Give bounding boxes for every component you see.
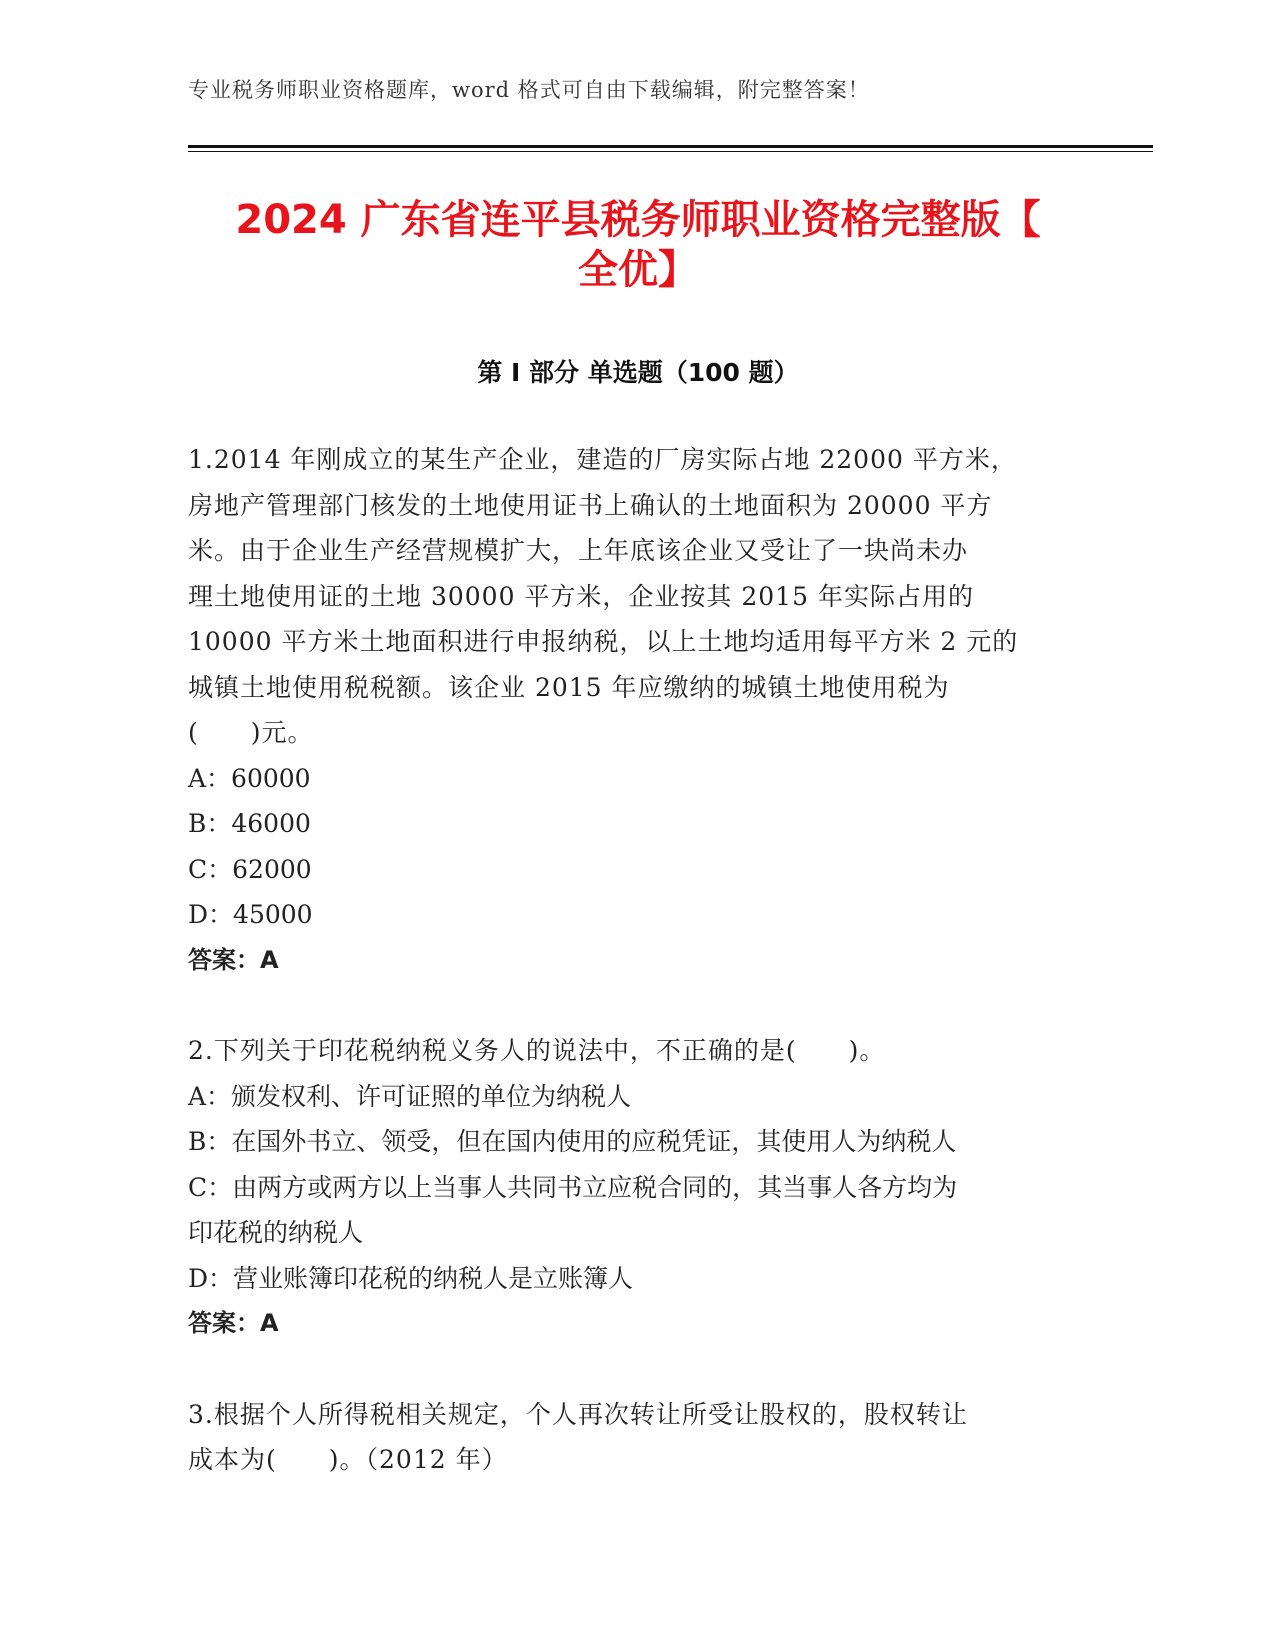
header-note: 专业税务师职业资格题库，word 格式可自由下载编辑，附完整答案！ xyxy=(188,78,870,102)
document-title xyxy=(188,195,1088,295)
question-3 xyxy=(188,1392,1088,1483)
question-2-option-c: C：由两方或两方以上当事人共同书立应税合同的，其当事人各方均为 xyxy=(188,1172,958,1202)
question-2-option-a: A：颁发权利、许可证照的单位为纳税人 xyxy=(188,1081,632,1111)
header-rule-thick xyxy=(188,145,1153,148)
question-1 xyxy=(188,437,1088,983)
document-title-line-1: 2024 广东省连平县税务师职业资格完整版【 xyxy=(235,197,1041,243)
question-1-stem-line: ( )元。 xyxy=(188,718,314,747)
question-2-option-b: B：在国外书立、领受，但在国内使用的应税凭证，其使用人为纳税人 xyxy=(188,1127,957,1156)
question-1-option-b: B：46000 xyxy=(188,809,311,838)
question-1-option-c: C：62000 xyxy=(188,854,312,884)
question-3-stem-line: 3.根据个人所得税相关规定，个人再次转让所受让股权的，股权转让 xyxy=(188,1399,968,1429)
question-1-stem-line: 理土地使用证的土地 30000 平方米，企业按其 2015 年实际占用的 xyxy=(188,581,974,611)
question-1-option-d: D：45000 xyxy=(188,900,313,929)
question-1-answer: 答案：A xyxy=(188,945,279,974)
question-1-stem-line: 米。由于企业生产经营规模扩大，上年底该企业又受让了一块尚未办 xyxy=(188,536,969,565)
question-3-stem-line: 成本为( )。（2012 年） xyxy=(188,1445,508,1474)
question-spacer xyxy=(188,1347,1088,1392)
question-1-stem-line: 1.2014 年刚成立的某生产企业，建造的厂房实际占地 22000 平方米， xyxy=(188,445,1017,474)
section-heading: 第 I 部分 单选题（100 题） xyxy=(477,358,799,387)
question-2-stem-line: 2.下列关于印花税纳税义务人的说法中，不正确的是( )。 xyxy=(188,1036,886,1065)
question-1-stem-line: 城镇土地使用税税额。该企业 2015 年应缴纳的城镇土地使用税为 xyxy=(188,672,950,702)
question-2-option-c-continued: 印花税的纳税人 xyxy=(188,1218,364,1247)
question-spacer xyxy=(188,983,1088,1028)
question-2-answer: 答案：A xyxy=(188,1309,279,1337)
question-1-option-a: A：60000 xyxy=(188,763,311,793)
question-2 xyxy=(188,1028,1088,1347)
question-1-stem-line: 房地产管理部门核发的土地使用证书上确认的土地面积为 20000 平方 xyxy=(188,490,993,520)
document-title-line-2: 全优】 xyxy=(578,247,698,293)
question-list xyxy=(188,437,1088,1483)
header-rule-thin xyxy=(188,151,1153,152)
question-2-option-d: D：营业账簿印花税的纳税人是立账簿人 xyxy=(188,1263,634,1293)
question-1-stem-line: 10000 平方米土地面积进行申报纳税，以上土地均适用每平方米 2 元的 xyxy=(188,627,1019,656)
